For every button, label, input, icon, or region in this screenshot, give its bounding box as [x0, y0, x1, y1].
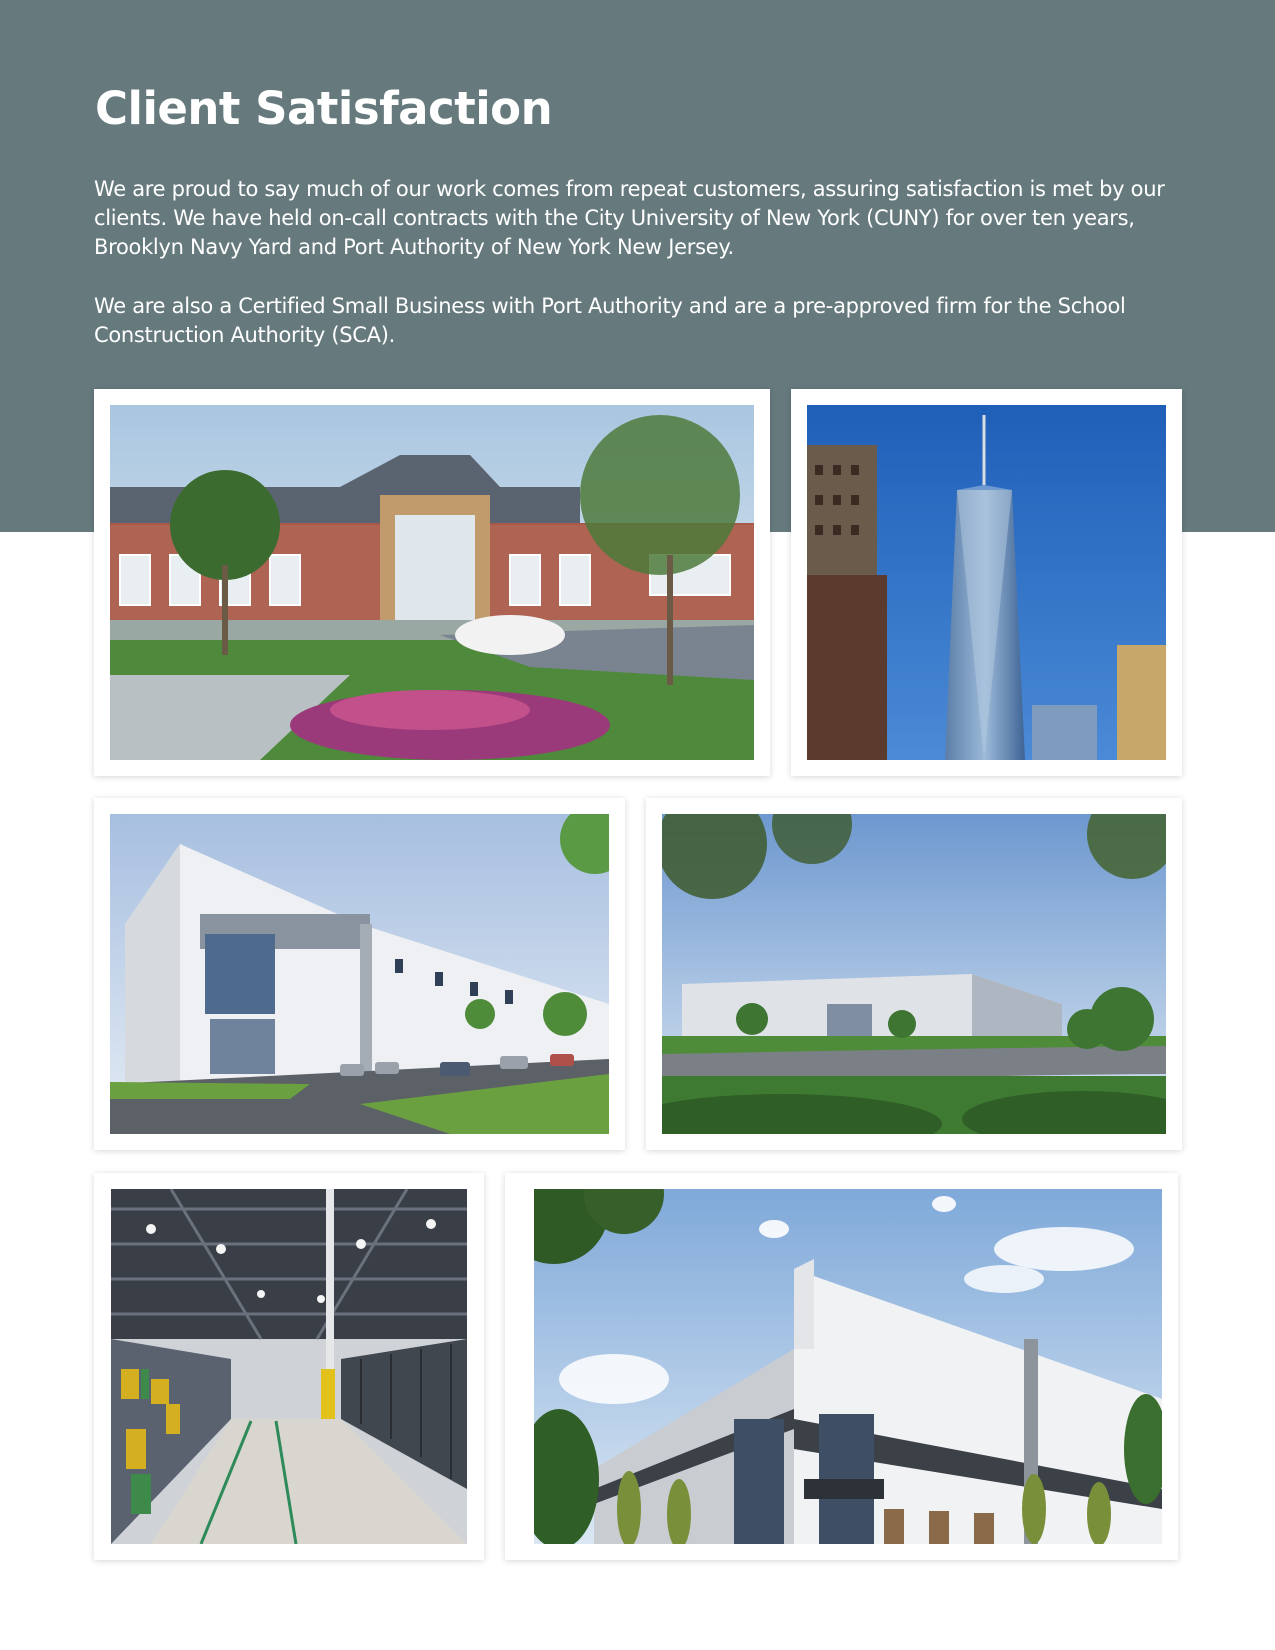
photo-frame-warehouse-distant	[646, 798, 1182, 1150]
photo-frame-skyscraper	[791, 389, 1182, 776]
warehouse-interior-image	[111, 1189, 467, 1544]
skyscraper-image	[807, 405, 1166, 760]
warehouse-low-angle-image	[534, 1189, 1162, 1544]
photo-frame-school-campus	[94, 389, 770, 776]
page-title: Client Satisfaction	[95, 82, 553, 135]
certification-paragraph: We are also a Certified Small Business with Port Authority and are a pre-approved firm for the School Construction Authority (SCA).	[94, 294, 1126, 347]
school-campus-image	[110, 405, 754, 760]
warehouse-distant-image	[662, 814, 1166, 1134]
warehouse-corner-image	[110, 814, 609, 1134]
photo-frame-warehouse-corner	[94, 798, 625, 1150]
intro-paragraph: We are proud to say much of our work comes from repeat customers, assuring satisfaction is met by our clients. We have held on-call contracts with the City University of New York (CUNY) for over ten years, Brooklyn Navy Yard and Port Authority of New York New Jersey.	[94, 177, 1165, 259]
photo-frame-warehouse-interior	[94, 1173, 484, 1560]
photo-frame-warehouse-low-angle	[505, 1173, 1178, 1560]
